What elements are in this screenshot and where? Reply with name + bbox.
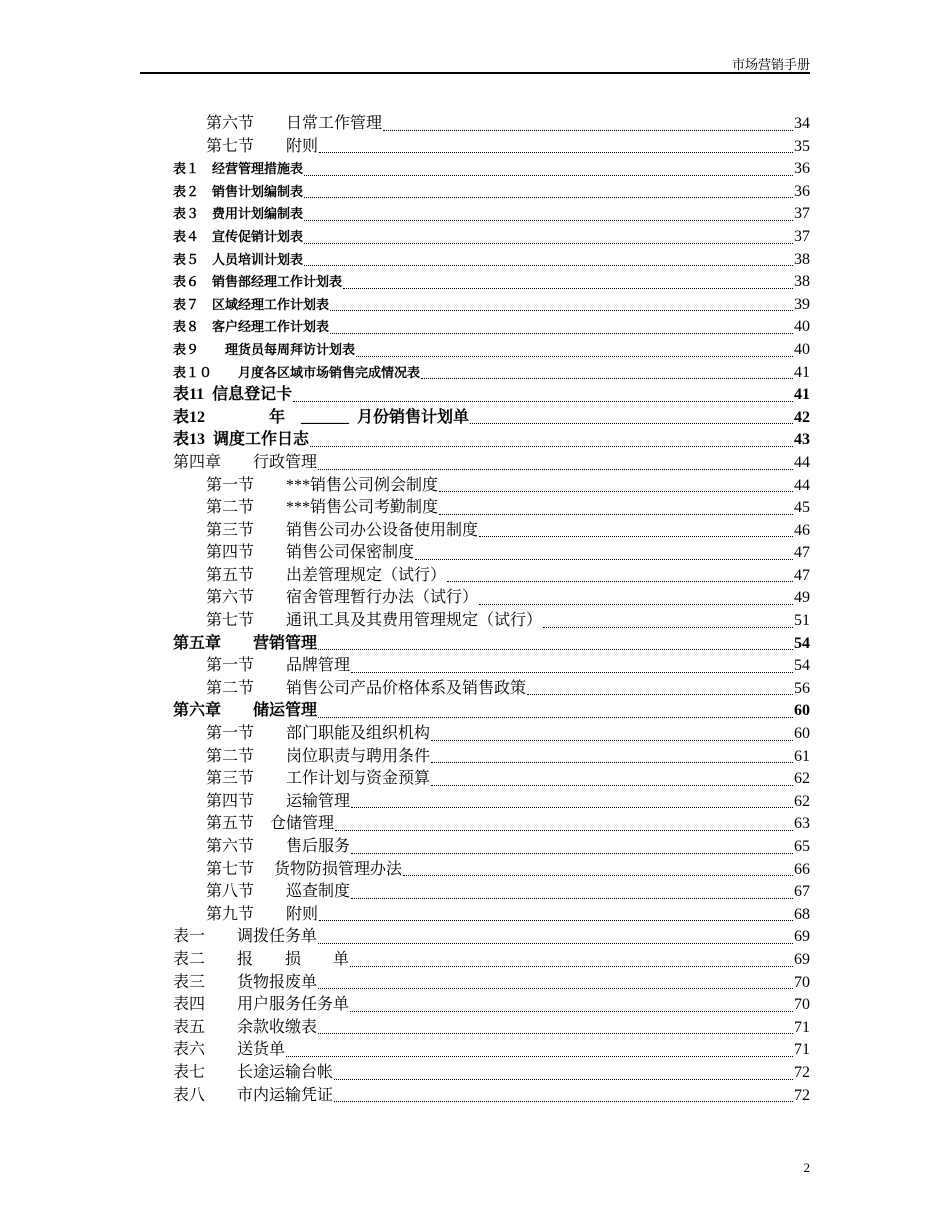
- toc-entry[interactable]: [173, 542, 810, 565]
- toc-entry-page: 70: [794, 973, 810, 991]
- dot-leader: [304, 265, 793, 266]
- toc-entry-title: 表七 长途运输台帐: [173, 1063, 334, 1081]
- dot-leader: [415, 559, 793, 560]
- toc-entry-page: 46: [794, 521, 810, 539]
- toc-entry[interactable]: [173, 881, 810, 904]
- toc-entry-title: 表１ 经营管理措施表: [173, 161, 304, 177]
- toc-entry-title: 第二节 岗位职责与聘用条件: [206, 747, 431, 765]
- toc-entry[interactable]: [173, 226, 810, 249]
- toc-entry[interactable]: [173, 746, 810, 769]
- toc-entry[interactable]: [173, 926, 810, 949]
- toc-entry-title: 第七节 货物防损管理办法: [206, 860, 403, 878]
- toc-entry[interactable]: [173, 859, 810, 882]
- toc-entry-page: 62: [794, 792, 810, 810]
- toc-entry[interactable]: [173, 1062, 810, 1085]
- toc-entry[interactable]: [173, 407, 810, 430]
- toc-entry-title: 表四 用户服务任务单: [173, 996, 350, 1014]
- toc-entry-title: 第五节 仓储管理: [206, 815, 335, 833]
- toc-entry[interactable]: [173, 972, 810, 995]
- toc-entry[interactable]: [173, 452, 810, 475]
- toc-entry-title: 第六节 售后服务: [206, 838, 351, 855]
- dot-leader: [527, 694, 793, 695]
- toc-entry-page: 37: [794, 205, 810, 223]
- toc-entry-page: 37: [794, 227, 810, 245]
- dot-leader: [351, 807, 793, 808]
- toc-entry[interactable]: [173, 1085, 810, 1108]
- toc-entry-page: 72: [794, 1086, 810, 1104]
- dot-leader: [310, 446, 793, 447]
- toc-entry-page: 63: [794, 815, 810, 833]
- toc-entry[interactable]: [173, 836, 810, 859]
- toc-entry[interactable]: [173, 904, 810, 927]
- toc-entry-title: 表８ 客户经理工作计划表: [173, 319, 330, 335]
- toc-entry-page: 51: [794, 612, 810, 630]
- toc-entry[interactable]: [173, 181, 810, 204]
- toc-entry-page: 38: [794, 273, 810, 291]
- dot-leader: [334, 1079, 793, 1080]
- toc-entry-title: 表７ 区域经理工作计划表: [173, 296, 330, 312]
- dot-leader: [431, 785, 793, 786]
- dot-leader: [304, 175, 793, 176]
- toc-entry-title: 表２ 销售计划编制表: [173, 183, 304, 199]
- toc-entry-page: 70: [794, 996, 810, 1014]
- toc-entry-page: 54: [794, 634, 810, 652]
- toc-entry[interactable]: [173, 813, 810, 836]
- toc-entry-page: 65: [794, 838, 810, 855]
- dot-leader: [479, 604, 793, 605]
- toc-entry-title: 表１０ 月度各区域市场销售完成情况表: [173, 364, 421, 380]
- table-of-contents: [173, 113, 810, 1107]
- toc-entry-title: 第四节 销售公司保密制度: [206, 544, 415, 562]
- toc-entry[interactable]: [173, 339, 810, 362]
- toc-entry-title: 表11 信息登记卡: [173, 386, 293, 404]
- toc-entry[interactable]: [173, 113, 810, 136]
- toc-entry-title: 第七节 通讯工具及其费用管理规定（试行）: [206, 612, 543, 630]
- toc-entry-title: 第五章 营销管理: [173, 634, 318, 652]
- toc-entry[interactable]: [173, 136, 810, 159]
- toc-entry-title: 第一节 品牌管理: [206, 657, 351, 675]
- toc-entry-title: 表八 市内运输凭证: [173, 1086, 334, 1104]
- toc-entry-title: 第八节 巡查制度: [206, 883, 351, 901]
- toc-entry-title: 第四章 行政管理: [173, 453, 318, 471]
- header-rule: [140, 72, 810, 74]
- dot-leader: [335, 830, 793, 831]
- toc-entry[interactable]: [173, 203, 810, 226]
- toc-entry[interactable]: [173, 249, 810, 272]
- toc-entry-title: 第一节 部门职能及组织机构: [206, 725, 431, 743]
- dot-leader: [439, 491, 793, 492]
- toc-entry[interactable]: [173, 949, 810, 972]
- toc-entry-page: 69: [794, 950, 810, 968]
- toc-entry-title: 表９ 理货员每周拜访计划表: [173, 341, 356, 357]
- dot-leader: [304, 220, 793, 221]
- toc-entry-title: 第三节 销售公司办公设备使用制度: [206, 521, 479, 539]
- toc-entry-page: 69: [794, 928, 810, 946]
- toc-entry-page: 62: [794, 770, 810, 788]
- toc-entry[interactable]: [173, 294, 810, 317]
- toc-entry[interactable]: [173, 1017, 810, 1040]
- toc-entry-page: 71: [794, 1018, 810, 1036]
- toc-entry-page: 66: [794, 860, 810, 878]
- dot-leader: [318, 988, 793, 989]
- dot-leader: [318, 649, 793, 650]
- toc-entry[interactable]: [173, 362, 810, 385]
- toc-entry-page: 42: [794, 408, 810, 426]
- toc-entry[interactable]: [173, 384, 810, 407]
- toc-entry[interactable]: [173, 271, 810, 294]
- toc-entry-page: 35: [794, 137, 810, 155]
- dot-leader: [330, 310, 793, 311]
- toc-entry[interactable]: [173, 791, 810, 814]
- toc-entry-page: 72: [794, 1063, 810, 1081]
- toc-entry-title: 第六章 储运管理: [173, 702, 318, 720]
- toc-entry-title: 表３ 费用计划编制表: [173, 206, 304, 222]
- dot-leader: [318, 469, 793, 470]
- toc-entry-title: 第五节 出差管理规定（试行）: [206, 566, 447, 584]
- toc-entry-page: 47: [794, 544, 810, 562]
- toc-entry-page: 44: [794, 453, 810, 471]
- dot-leader: [543, 627, 793, 628]
- toc-entry-page: 49: [794, 589, 810, 607]
- dot-leader: [356, 356, 793, 357]
- toc-entry[interactable]: [173, 655, 810, 678]
- toc-entry[interactable]: [173, 1039, 810, 1062]
- toc-entry-title: 表五 余款收缴表: [173, 1018, 318, 1036]
- dot-leader: [319, 152, 793, 153]
- dot-leader: [403, 875, 793, 876]
- toc-entry-title: 表５ 人员培训计划表: [173, 251, 304, 267]
- toc-entry-title: 表三 货物报废单: [173, 973, 318, 991]
- toc-entry[interactable]: [173, 994, 810, 1017]
- toc-entry[interactable]: [173, 158, 810, 181]
- toc-entry[interactable]: [173, 475, 810, 498]
- dot-leader: [350, 966, 793, 967]
- toc-entry-page: 60: [794, 725, 810, 743]
- dot-leader: [318, 943, 793, 944]
- toc-entry[interactable]: [173, 565, 810, 588]
- dot-leader: [431, 740, 793, 741]
- dot-leader: [421, 378, 793, 379]
- toc-entry[interactable]: [173, 610, 810, 633]
- toc-entry-page: 47: [794, 566, 810, 584]
- dot-leader: [383, 130, 793, 131]
- toc-entry-page: 61: [794, 747, 810, 765]
- dot-leader: [351, 853, 793, 854]
- toc-entry-page: 54: [794, 657, 810, 675]
- toc-entry-page: 36: [794, 160, 810, 178]
- toc-entry-title: 第九节 附则: [206, 905, 319, 923]
- dot-leader: [343, 288, 793, 289]
- toc-entry[interactable]: [173, 520, 810, 543]
- toc-entry[interactable]: [173, 316, 810, 339]
- dot-leader: [351, 898, 793, 899]
- toc-entry-page: 68: [794, 905, 810, 923]
- toc-entry-page: 67: [794, 883, 810, 901]
- dot-leader: [304, 243, 793, 244]
- toc-entry[interactable]: [173, 587, 810, 610]
- toc-entry-page: 71: [794, 1041, 810, 1059]
- toc-entry-title: 表４ 宣传促销计划表: [173, 228, 304, 244]
- page-number: 2: [803, 1160, 810, 1175]
- dot-leader: [318, 1033, 793, 1034]
- dot-leader: [319, 920, 793, 921]
- dot-leader: [293, 401, 793, 402]
- dot-leader: [351, 672, 793, 673]
- dot-leader: [439, 514, 793, 515]
- toc-entry-title: 第六节 日常工作管理: [206, 115, 383, 132]
- toc-entry[interactable]: [173, 633, 810, 656]
- dot-leader: [304, 197, 793, 198]
- dot-leader: [286, 1056, 793, 1057]
- toc-entry-page: 41: [794, 386, 810, 404]
- toc-entry[interactable]: [173, 723, 810, 746]
- toc-entry-page: 56: [794, 679, 810, 697]
- toc-entry-page: 43: [794, 431, 810, 449]
- toc-entry-title: 第二节 销售公司产品价格体系及销售政策: [206, 679, 527, 697]
- toc-entry-page: 41: [794, 363, 810, 381]
- running-header-title: 市场营销手册: [731, 57, 810, 72]
- toc-entry-page: 36: [794, 182, 810, 200]
- toc-entry-title: 第三节 工作计划与资金预算: [206, 770, 431, 788]
- dot-leader: [330, 333, 793, 334]
- toc-entry[interactable]: [173, 678, 810, 701]
- toc-entry-title: 表一 调拨任务单: [173, 928, 318, 946]
- toc-entry-page: 40: [794, 318, 810, 336]
- toc-entry[interactable]: [173, 497, 810, 520]
- toc-entry-title: 第一节 ***销售公司例会制度: [206, 476, 439, 494]
- toc-entry-page: 40: [794, 340, 810, 358]
- toc-entry[interactable]: [173, 429, 810, 452]
- dot-leader: [479, 536, 793, 537]
- toc-entry-page: 38: [794, 250, 810, 268]
- toc-entry-title: 第二节 ***销售公司考勤制度: [206, 499, 439, 517]
- toc-entry-title: 第四节 运输管理: [206, 792, 351, 810]
- toc-entry-page: 39: [794, 295, 810, 313]
- toc-entry-page: 44: [794, 476, 810, 494]
- toc-entry[interactable]: [173, 768, 810, 791]
- toc-entry-title: 表６ 销售部经理工作计划表: [173, 274, 343, 290]
- toc-entry-title: 表13 调度工作日志: [173, 431, 310, 449]
- toc-entry-page: 34: [794, 115, 810, 132]
- toc-entry-title: 第六节 宿舍管理暂行办法（试行）: [206, 589, 479, 607]
- dot-leader: [318, 717, 793, 718]
- dot-leader: [334, 1101, 793, 1102]
- toc-entry-title: 表12 年 ______ 月份销售计划单: [173, 408, 470, 426]
- dot-leader: [431, 762, 793, 763]
- toc-entry-title: 第七节 附则: [206, 137, 319, 155]
- dot-leader: [447, 581, 793, 582]
- toc-entry-title: 表六 送货单: [173, 1041, 286, 1059]
- toc-entry-page: 45: [794, 499, 810, 517]
- toc-entry-title: 表二 报 损 单: [173, 950, 350, 968]
- dot-leader: [470, 423, 793, 424]
- toc-entry-page: 60: [794, 702, 810, 720]
- dot-leader: [350, 1011, 793, 1012]
- toc-entry[interactable]: [173, 700, 810, 723]
